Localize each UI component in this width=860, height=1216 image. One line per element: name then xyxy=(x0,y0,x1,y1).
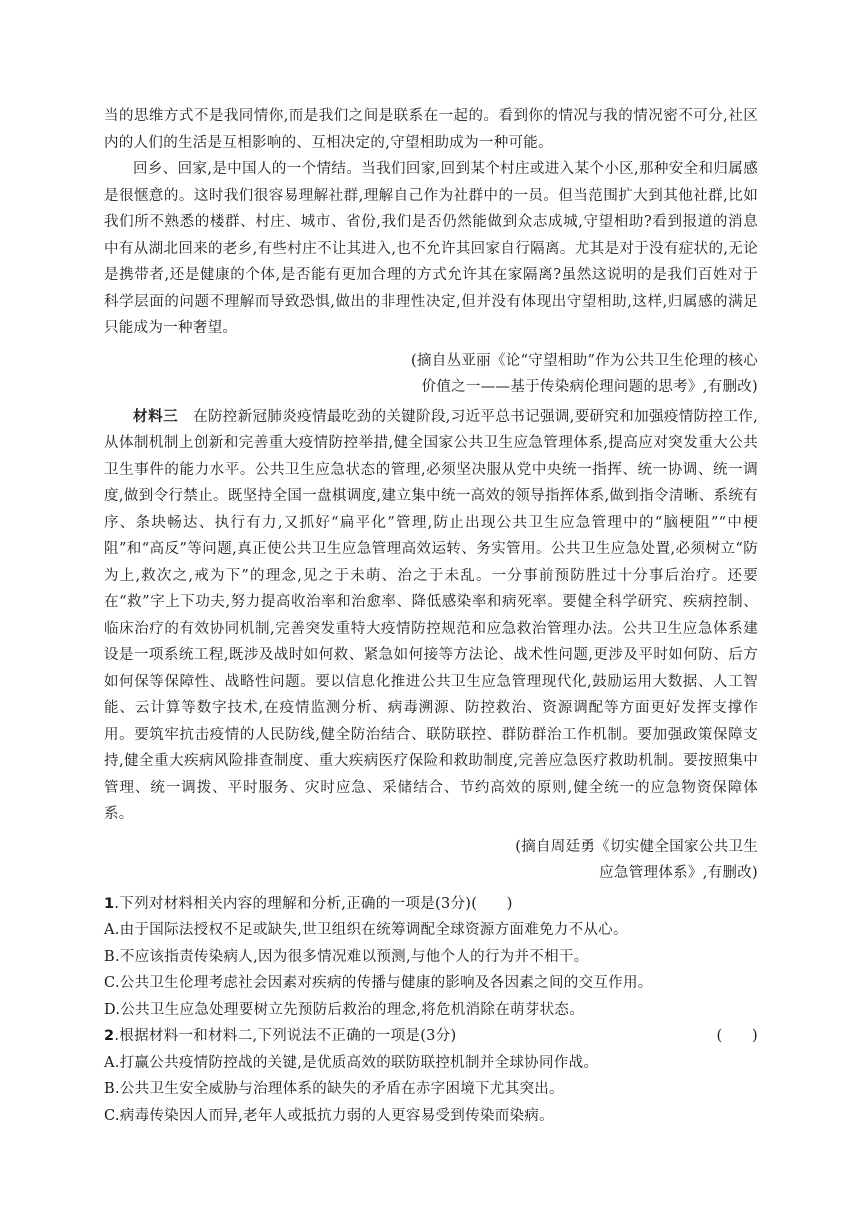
material3-label: 材料三 xyxy=(133,408,179,425)
question-1 xyxy=(104,891,758,1024)
material2-paragraph-2: 回乡、回家,是中国人的一个情结。当我们回家,回到某个村庄或进入某个小区,那种安全和归属感是很惬意的。这时我们很容易理解社群,理解自己作为社群中的一员。但当范围扩大到其他社群,比如我们所不熟悉的楼群、村庄、城市、省份,我们是否仍然能做到众志成城,守望相助?看到报道的消息中有从湖北回来的老乡,有些村庄不让其进入,也不允许其回家自行隔离。尤其是对于没有症状的,无论是携带者,还是健康的个体,是否能有更加合理的方式允许其在家隔离?虽然这说明的是我们百姓对于科学层面的问题不理解而导致恐惧,做出的非理性决定,但并没有体现出守望相助,这样,归属感的满足只能成为一种奢望。 xyxy=(104,161,758,336)
question-1-option-c[interactable]: C.公共卫生伦理考虑社会因素对疾病的传播与健康的影响及各因素之间的交互作用。 xyxy=(104,975,653,991)
material3-citation-line2: 应急管理体系》,有删改) xyxy=(599,865,758,881)
question-2 xyxy=(104,1023,758,1129)
material3-body: 在防控新冠肺炎疫情最吃劲的关键阶段,习近平总书记强调,要研究和加强疫情防控工作,从体制机制上创新和完善重大疫情防控举措,健全国家公共卫生应急管理体系,提高应对突发重大公共卫生事件的能力水平。公共卫生应急状态的管理,必须坚决服从党中央统一指挥、统一协调、统一调度,做到令行禁止。既坚持全国一盘棋调度,建立集中统一高效的领导指挥体系,做到指令清晰、系统有序、条块畅达、执行有力,又抓好“扁平化”管理,防止出现公共卫生应急管理中的“脑梗阻”“中梗阻”和“高反”等问题,真正使公共卫生应急管理高效运转、务实管用。公共卫生应急处置,必须树立“防为上,救次之,戒为下”的理念,见之于未萌、治之于未乱。一分事前预防胜过十分事后治疗。还要在“救”字上下功夫,努力提高收治率和治愈率、降低感染率和病死率。要健全科学研究、疾病控制、临床治疗的有效协同机制,完善突发重特大疫情防控规范和应急救治管理办法。公共卫生应急体系建设是一项系统工程,既涉及战时如何救、紧急如何接等方法论、战术性问题,更涉及平时如何防、后方如何保等保障性、战略性问题。要以信息化推进公共卫生应急管理现代化,鼓励运用大数据、人工智能、云计算等数字技术,在疫情监测分析、病毒溯源、防控救治、资源调配等方面更好发挥支撑作用。要筑牢抗击疫情的人民防线,健全防治结合、联防联控、群防群治工作机制。要加强政策保障支持,健全重大疾病风险排查制度、重大疾病医疗保险和救助制度,完善应急医疗救助机制。要按照集中管理、统一调拨、平时服务、灾时应急、采储结合、节约高效的原则,健全统一的应急物资保障体系。 xyxy=(104,408,758,822)
material3-citation-line1: (摘自周廷勇《切实健全国家公共卫生 xyxy=(515,838,758,855)
material2-paragraph-1: 当的思维方式不是我同情你,而是我们之间是联系在一起的。看到你的情况与我的情况密不可分,社区内的人们的生活是互相影响的、互相决定的,守望相助成为一种可能。 xyxy=(104,108,758,151)
question-1-option-b[interactable]: B.不应该指责传染病人,因为很多情况难以预测,与他个人的行为并不相干。 xyxy=(104,948,589,965)
question-2-answer-bracket: ( ) xyxy=(716,1028,758,1044)
question-1-number: 1 xyxy=(104,895,115,912)
question-2-option-b[interactable]: B.公共卫生安全威胁与治理体系的缺失的矛盾在赤字困境下尤其突出。 xyxy=(104,1081,564,1097)
question-1-option-d[interactable]: D.公共卫生应急处理要树立先预防后救治的理念,将危机消除在萌芽状态。 xyxy=(104,1001,585,1018)
question-1-stem: .下列对材料相关内容的理解和分析,正确的一项是(3分)( ) xyxy=(114,895,513,912)
material3-paragraph xyxy=(104,404,758,828)
material2-citation xyxy=(104,348,758,401)
question-2-option-a[interactable]: A.打赢公共疫情防控战的关键,是优质高效的联防联控机制并全球协同作战。 xyxy=(104,1054,599,1071)
material2-citation-line2: 价值之一——基于传染病伦理问题的思考》,有删改) xyxy=(421,379,758,395)
material2-citation-line1: (摘自丛亚丽《论“守望相助”作为公共卫生伦理的核心 xyxy=(411,352,758,369)
document-body xyxy=(104,103,758,1129)
question-1-option-a[interactable]: A.由于国际法授权不足或缺失,世卫组织在统筹调配全球资源方面难免力不从心。 xyxy=(104,922,628,938)
question-2-number: 2 xyxy=(104,1028,115,1044)
question-2-stem: .根据材料一和材料二,下列说法不正确的一项是(3分) xyxy=(114,1028,457,1044)
question-2-option-c[interactable]: C.病毒传染因人而异,老年人或抵抗力弱的人更容易受到传染而染病。 xyxy=(104,1107,554,1124)
material3-citation xyxy=(104,834,758,887)
